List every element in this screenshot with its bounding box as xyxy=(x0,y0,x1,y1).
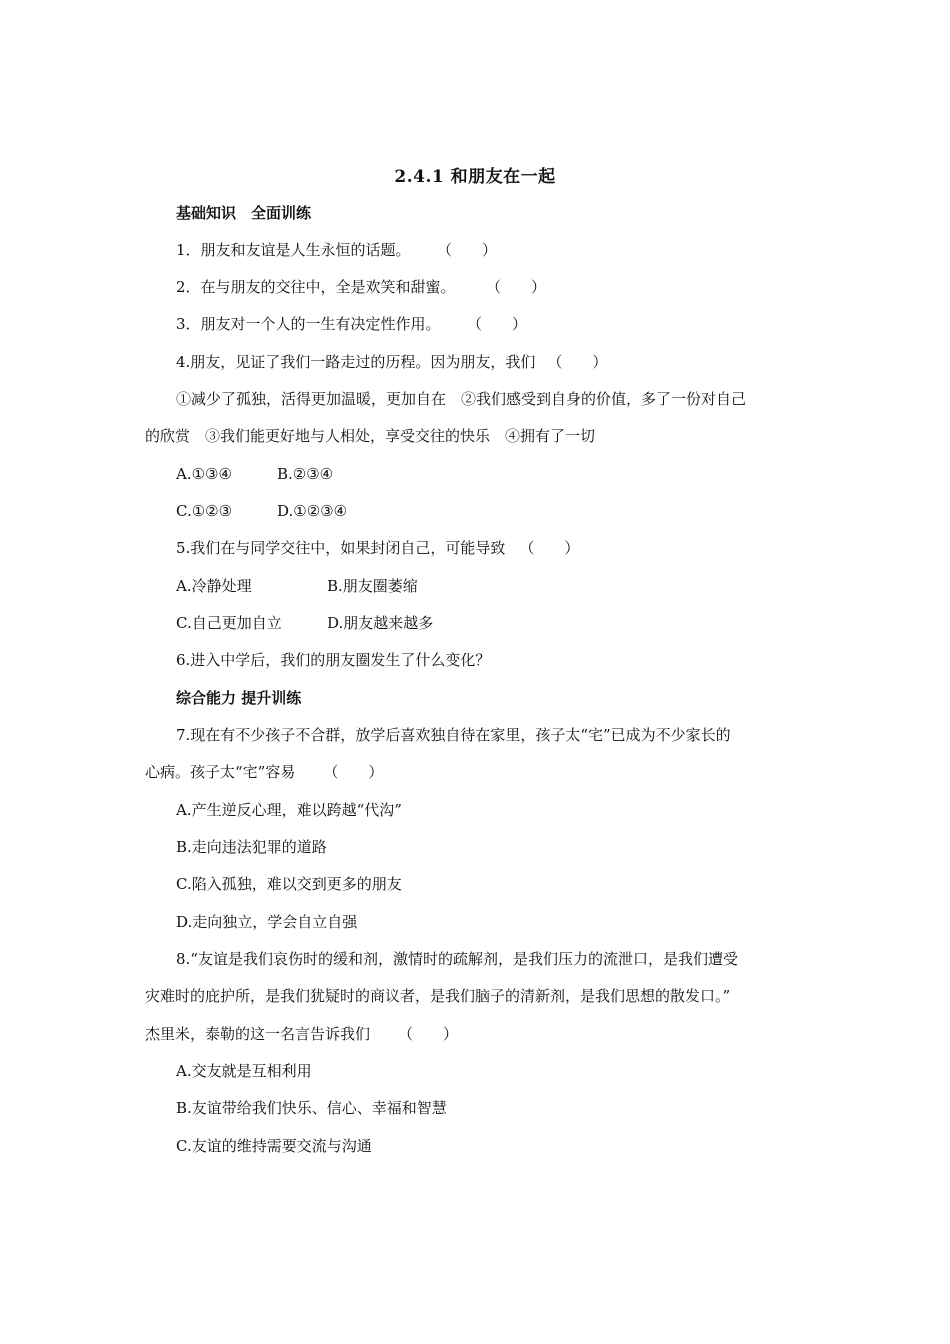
question-text: 1．朋友和友谊是人生永恒的话题。 xyxy=(176,241,411,259)
option-b: B.朋友圈萎缩 xyxy=(327,577,418,595)
question-4-option-row xyxy=(176,500,347,522)
question-7-option-d: D.走向独立，学会自立自强 xyxy=(176,913,358,931)
page-title: 2.4.1 和朋友在一起 xyxy=(394,167,556,187)
question-6: 6.进入中学后，我们的朋友圈发生了什么变化？ xyxy=(176,651,491,669)
question-5 xyxy=(176,537,579,559)
question-text: 5.我们在与同学交往中，如果封闭自己，可能导致 xyxy=(176,539,506,557)
question-text: 3．朋友对一个人的一生有决定性作用。 xyxy=(176,315,441,333)
answer-parentheses: （ ） xyxy=(398,1025,459,1043)
question-8-option-a: A.交友就是互相利用 xyxy=(176,1062,312,1080)
question-8-line2: 灾难时的庇护所，是我们犹疑时的商议者，是我们脑子的清新剂，是我们思想的散发口。” xyxy=(145,987,731,1005)
question-text: 2．在与朋友的交往中，全是欢笑和甜蜜。 xyxy=(176,278,456,296)
question-4-statements-line2: 的欣赏 ③我们能更好地与人相处，享受交往的快乐 ④拥有了一切 xyxy=(145,427,596,445)
question-8-line3 xyxy=(145,1023,458,1045)
option-d: D.①②③④ xyxy=(277,502,348,520)
question-4 xyxy=(176,351,607,373)
option-a: A.冷静处理 xyxy=(176,577,252,595)
section-heading-basic: 基础知识 全面训练 xyxy=(176,204,312,222)
question-5-option-row xyxy=(176,612,433,634)
question-text: 杰里米，泰勒的这一名言告诉我们 xyxy=(145,1025,371,1043)
question-8-option-c: C.友谊的维持需要交流与沟通 xyxy=(176,1137,372,1155)
answer-parentheses: （ ） xyxy=(547,353,608,371)
question-8-option-b: B.友谊带给我们快乐、信心、幸福和智慧 xyxy=(176,1099,447,1117)
question-4-option-row xyxy=(176,463,333,485)
option-b: B.②③④ xyxy=(277,465,334,483)
question-7-option-b: B.走向违法犯罪的道路 xyxy=(176,838,327,856)
answer-parentheses: （ ） xyxy=(493,278,547,296)
question-7-option-a: A.产生逆反心理，难以跨越“代沟” xyxy=(176,801,402,819)
question-7-line2 xyxy=(145,761,383,783)
question-2 xyxy=(176,276,546,298)
option-c: C.自己更加自立 xyxy=(176,614,282,632)
question-1 xyxy=(176,239,497,261)
question-8-line1: 8.“友谊是我们哀伤时的缓和剂，激情时的疏解剂，是我们压力的流泄口，是我们遭受 xyxy=(176,950,738,968)
question-text: 4.朋友，见证了我们一路走过的历程。因为朋友，我们 xyxy=(176,353,536,371)
answer-parentheses: （ ） xyxy=(444,241,498,259)
option-c: C.①②③ xyxy=(176,502,233,520)
question-7-line1: 7.现在有不少孩子不合群，放学后喜欢独自待在家里，孩子太“宅”已成为不少家长的 xyxy=(176,726,731,744)
option-d: D.朋友越来越多 xyxy=(327,614,434,632)
question-7-option-c: C.陷入孤独，难以交到更多的朋友 xyxy=(176,875,402,893)
section-heading-advanced: 综合能力 提升训练 xyxy=(176,689,302,707)
question-4-statements-line1: ①减少了孤独，活得更加温暖，更加自在 ②我们感受到自身的价值，多了一份对自己 xyxy=(176,390,747,408)
question-text: 心病。孩子太“宅”容易 xyxy=(145,763,296,781)
question-5-option-row xyxy=(176,575,418,597)
question-3 xyxy=(176,313,527,335)
answer-parentheses: （ ） xyxy=(519,539,580,557)
answer-parentheses: （ ） xyxy=(474,315,528,333)
option-a: A.①③④ xyxy=(176,465,232,483)
answer-parentheses: （ ） xyxy=(323,763,384,781)
